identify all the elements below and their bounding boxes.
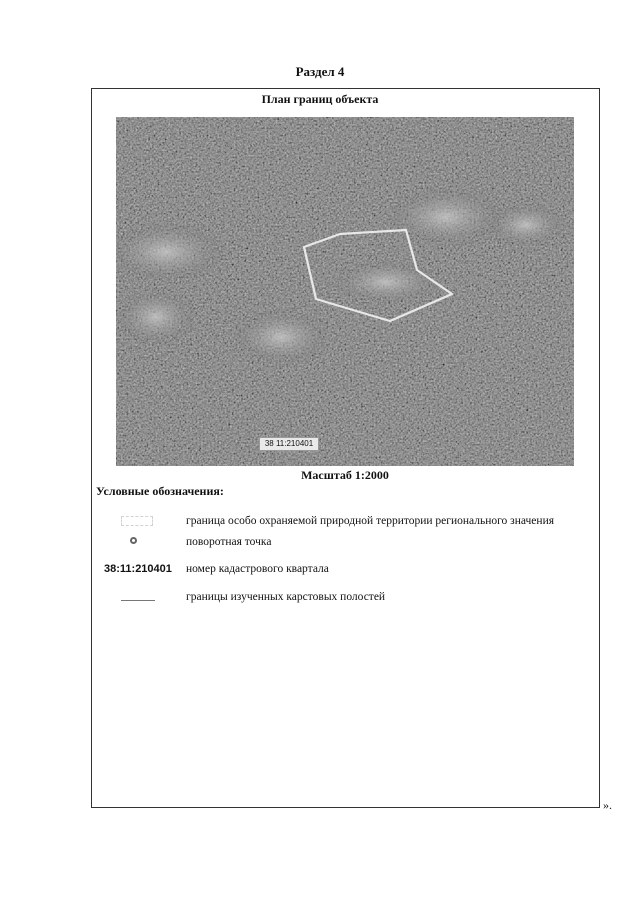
closing-quote: ».: [603, 798, 612, 812]
satellite-map: [116, 117, 574, 466]
legend-item-label: поворотная точка: [186, 536, 272, 548]
legend-item-turning-point: [0, 534, 640, 552]
legend-item-label: номер кадастрового квартала: [186, 563, 329, 575]
boundary-symbol: [121, 516, 153, 526]
scale-label: Масштаб 1:2000: [301, 468, 389, 482]
cadastral-number-sample: 38:11:210401: [104, 563, 172, 575]
clearing-patch: [486, 203, 566, 247]
turning-point-icon: [130, 537, 137, 544]
clearing-patch: [116, 289, 196, 345]
section-title: Раздел 4: [295, 64, 345, 79]
legend-title: Условные обозначения:: [96, 484, 224, 498]
legend-item-cadastral: [0, 561, 640, 579]
clearing-patch: [331, 260, 441, 304]
clearing-patch: [386, 187, 506, 247]
karst-line-symbol: [121, 600, 155, 601]
legend-item-label: границы изученных карстовых полостей: [186, 591, 386, 603]
legend-item-boundary: [0, 513, 640, 531]
cadastral-label: 38 11:210401: [259, 437, 319, 451]
legend-item-karst: [0, 589, 640, 607]
plan-title: План границ объекта: [261, 92, 379, 106]
clearing-patch: [231, 309, 331, 365]
legend-item-label: граница особо охраняемой природной территории регионального значения: [186, 515, 555, 527]
